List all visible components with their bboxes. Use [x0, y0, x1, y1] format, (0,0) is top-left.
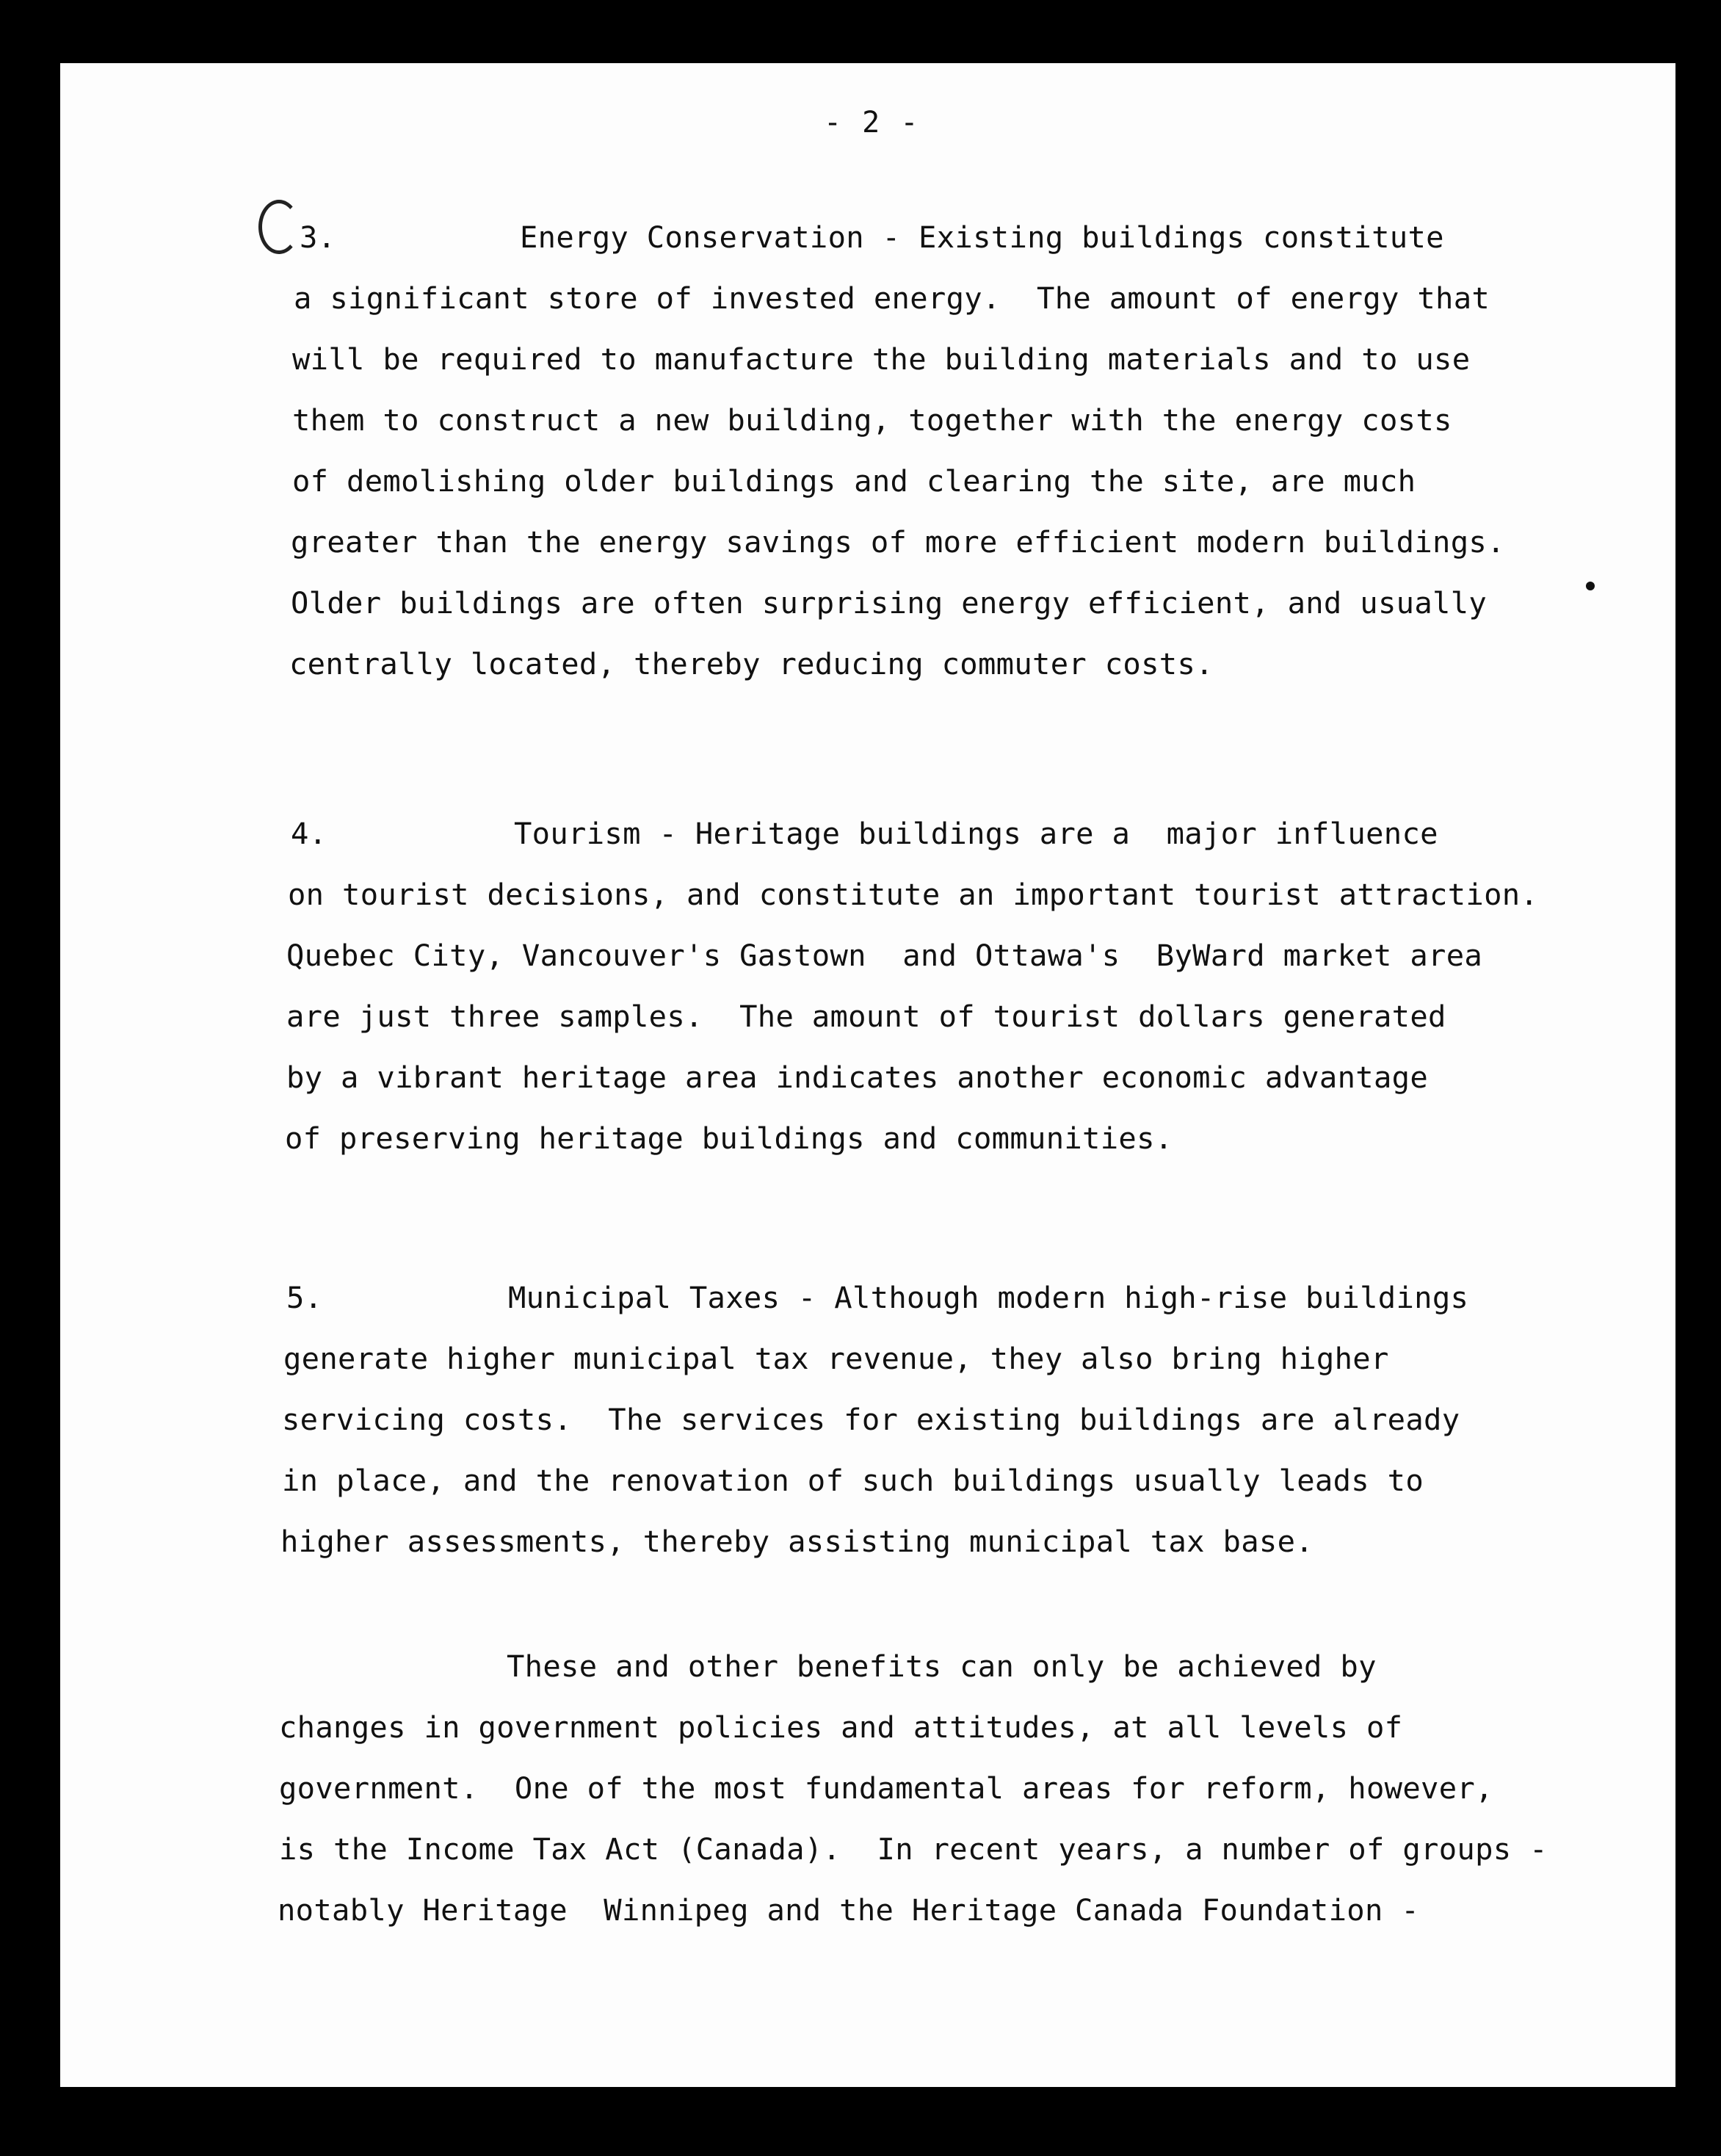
paragraph-line: of preserving heritage buildings and communities. — [285, 1121, 1173, 1156]
paragraph-line: Energy Conservation - Existing buildings constitute — [520, 220, 1444, 255]
paragraph-line: will be required to manufacture the building materials and to use — [292, 341, 1471, 377]
document-page — [60, 63, 1675, 2087]
paragraph-line: on tourist decisions, and constitute an important tourist attraction. — [288, 877, 1539, 912]
paragraph-line: servicing costs. The services for existing buildings are already — [282, 1402, 1460, 1437]
section-number: 3. — [300, 220, 336, 255]
paragraph-line: Older buildings are often surprising energy efficient, and usually — [291, 585, 1488, 621]
punch-hole-mark — [258, 200, 300, 254]
paragraph-line: generate higher municipal tax revenue, they also bring higher — [283, 1341, 1389, 1376]
paragraph-line: by a vibrant heritage area indicates another economic advantage — [286, 1060, 1429, 1095]
paragraph-line: centrally located, thereby reducing commuter costs. — [289, 646, 1214, 681]
paragraph-line: in place, and the renovation of such buildings usually leads to — [282, 1463, 1424, 1498]
paragraph-line: government. One of the most fundamental areas for reform, however, — [279, 1770, 1493, 1806]
paragraph-line: are just three samples. The amount of tourist dollars generated — [286, 999, 1446, 1034]
paragraph-line: changes in government policies and attitudes, at all levels of — [279, 1710, 1403, 1745]
page-number-header: - 2 - — [824, 106, 920, 140]
paragraph-line: a significant store of invested energy. The amount of energy that — [294, 281, 1490, 316]
section-number: 5. — [286, 1280, 323, 1315]
ink-speck — [1586, 582, 1595, 590]
paragraph-line: of demolishing older buildings and clearing the site, are much — [292, 463, 1416, 499]
paragraph-line: notably Heritage Winnipeg and the Heritage Canada Foundation - — [278, 1892, 1420, 1928]
paragraph-line: Municipal Taxes - Although modern high-rise buildings — [508, 1280, 1469, 1315]
section-number: 4. — [291, 816, 327, 851]
paragraph-line: is the Income Tax Act (Canada). In recent years, a number of groups - — [279, 1831, 1548, 1867]
paragraph-line: them to construct a new building, together with the energy costs — [292, 402, 1452, 438]
paragraph-line: These and other benefits can only be achieved by — [507, 1649, 1377, 1684]
paragraph-line: higher assessments, thereby assisting municipal tax base. — [280, 1524, 1314, 1559]
paragraph-line: greater than the energy savings of more efficient modern buildings. — [291, 524, 1505, 560]
paragraph-line: Tourism - Heritage buildings are a major influence — [514, 816, 1438, 851]
paragraph-line: Quebec City, Vancouver's Gastown and Ottawa's ByWard market area — [286, 938, 1483, 973]
